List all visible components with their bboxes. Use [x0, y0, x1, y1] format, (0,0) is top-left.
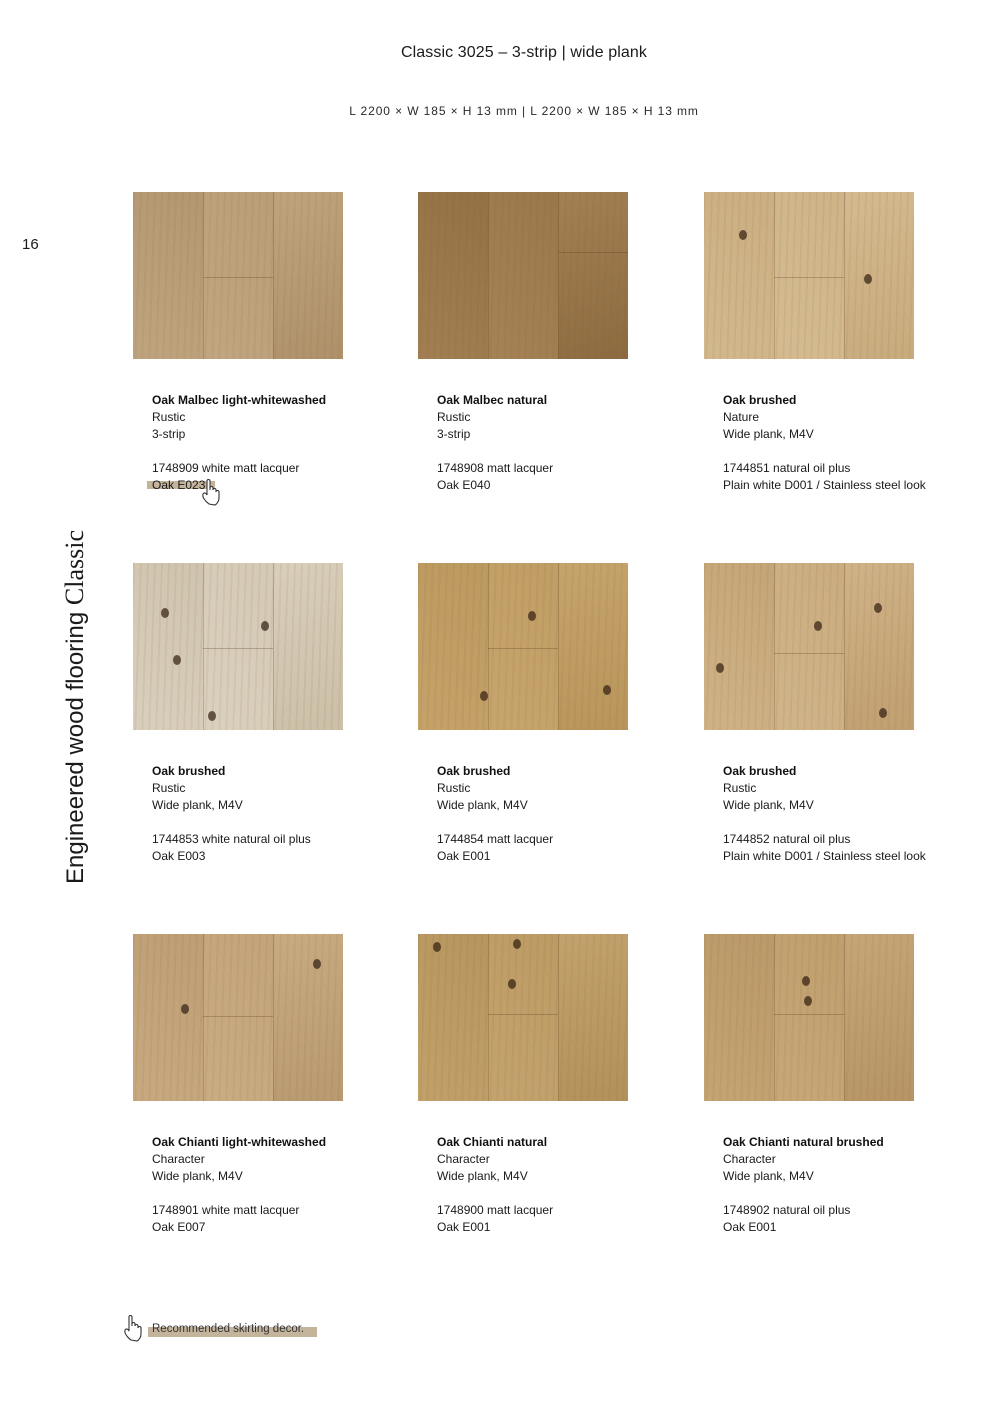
article-code: 1748900 matt lacquer	[437, 1203, 554, 1217]
article-code: 1748908 matt lacquer	[437, 461, 554, 475]
product-name: Oak brushed	[437, 764, 511, 778]
article-code: 1744852 natural oil plus	[723, 832, 851, 846]
product-grade: Rustic	[152, 781, 186, 795]
skirting-decor: Oak E003	[152, 849, 206, 863]
product-name: Oak Chianti light-whitewashed	[152, 1135, 327, 1149]
side-title-regular: Engineered wood flooring	[62, 605, 89, 884]
product-card	[133, 934, 423, 1236]
article-code: 1748909 white matt lacquer	[152, 461, 300, 475]
product-format: Wide plank, M4V	[723, 427, 814, 441]
product-format: Wide plank, M4V	[152, 798, 243, 812]
product-card	[704, 934, 994, 1236]
product-card	[704, 192, 994, 494]
wood-swatch-image	[704, 192, 914, 359]
product-grade: Rustic	[437, 781, 471, 795]
wood-swatch-image	[418, 192, 628, 359]
skirting-decor: Oak E007	[152, 1220, 206, 1234]
dimensions-line: L 2200 × W 185 × H 13 mm | L 2200 × W 185 × H 13 mm	[349, 104, 699, 118]
product-card	[418, 563, 708, 865]
product-card	[704, 563, 994, 865]
product-info	[152, 763, 423, 865]
wood-swatch-image	[418, 934, 628, 1101]
product-info	[723, 763, 994, 865]
product-name: Oak Chianti natural	[437, 1135, 548, 1149]
skirting-decor: Oak E001	[437, 849, 491, 863]
wood-swatch-image	[704, 563, 914, 730]
product-format: 3-strip	[152, 427, 186, 441]
product-grade: Nature	[723, 410, 760, 424]
skirting-decor: Plain white D001 / Stainless steel look	[723, 849, 926, 863]
article-code: 1744853 white natural oil plus	[152, 832, 311, 846]
product-name: Oak Malbec natural	[437, 393, 548, 407]
product-format: Wide plank, M4V	[437, 1169, 528, 1183]
product-grade: Rustic	[152, 410, 186, 424]
product-info	[437, 763, 708, 865]
skirting-decor: Oak E001	[723, 1220, 777, 1234]
product-grade: Rustic	[437, 410, 471, 424]
product-format: Wide plank, M4V	[723, 1169, 814, 1183]
product-grade: Character	[152, 1152, 205, 1166]
product-format: Wide plank, M4V	[723, 798, 814, 812]
skirting-legend-label: Recommended skirting decor.	[152, 1323, 305, 1335]
product-name: Oak Chianti natural brushed	[723, 1135, 884, 1149]
product-card	[133, 192, 423, 494]
product-card	[418, 934, 708, 1236]
product-grade: Character	[723, 1152, 776, 1166]
product-format: Wide plank, M4V	[437, 798, 528, 812]
wood-swatch-image	[418, 563, 628, 730]
product-info	[723, 392, 994, 494]
wood-swatch-image	[133, 192, 343, 359]
product-name: Oak Malbec light-whitewashed	[152, 393, 327, 407]
product-info	[437, 392, 708, 494]
product-name: Oak brushed	[723, 393, 797, 407]
article-code: 1744854 matt lacquer	[437, 832, 554, 846]
page-number: 16	[22, 236, 39, 253]
article-code: 1748901 white matt lacquer	[152, 1203, 300, 1217]
pointing-hand-icon	[122, 1313, 148, 1343]
recommended-skirting-highlight: Oak E023	[152, 478, 206, 492]
side-title-serif: Classic	[60, 530, 89, 606]
page-title: Classic 3025 – 3-strip | wide plank	[401, 44, 647, 61]
skirting-decor: Plain white D001 / Stainless steel look	[723, 478, 926, 492]
product-card	[133, 563, 423, 865]
wood-swatch-image	[704, 934, 914, 1101]
article-code: 1744851 natural oil plus	[723, 461, 851, 475]
product-info	[152, 1134, 423, 1236]
product-info	[437, 1134, 708, 1236]
product-format: Wide plank, M4V	[152, 1169, 243, 1183]
product-name: Oak brushed	[152, 764, 226, 778]
article-code: 1748902 natural oil plus	[723, 1203, 851, 1217]
product-info	[152, 392, 423, 494]
product-grade: Character	[437, 1152, 490, 1166]
product-format: 3-strip	[437, 427, 471, 441]
pointing-hand-icon	[200, 477, 226, 507]
product-grade: Rustic	[723, 781, 757, 795]
side-title	[60, 530, 90, 884]
product-card	[418, 192, 708, 494]
product-info	[723, 1134, 994, 1236]
skirting-decor: Oak E001	[437, 1220, 491, 1234]
wood-swatch-image	[133, 563, 343, 730]
wood-swatch-image	[133, 934, 343, 1101]
product-name: Oak brushed	[723, 764, 797, 778]
skirting-decor	[152, 477, 423, 494]
skirting-decor: Oak E040	[437, 478, 491, 492]
